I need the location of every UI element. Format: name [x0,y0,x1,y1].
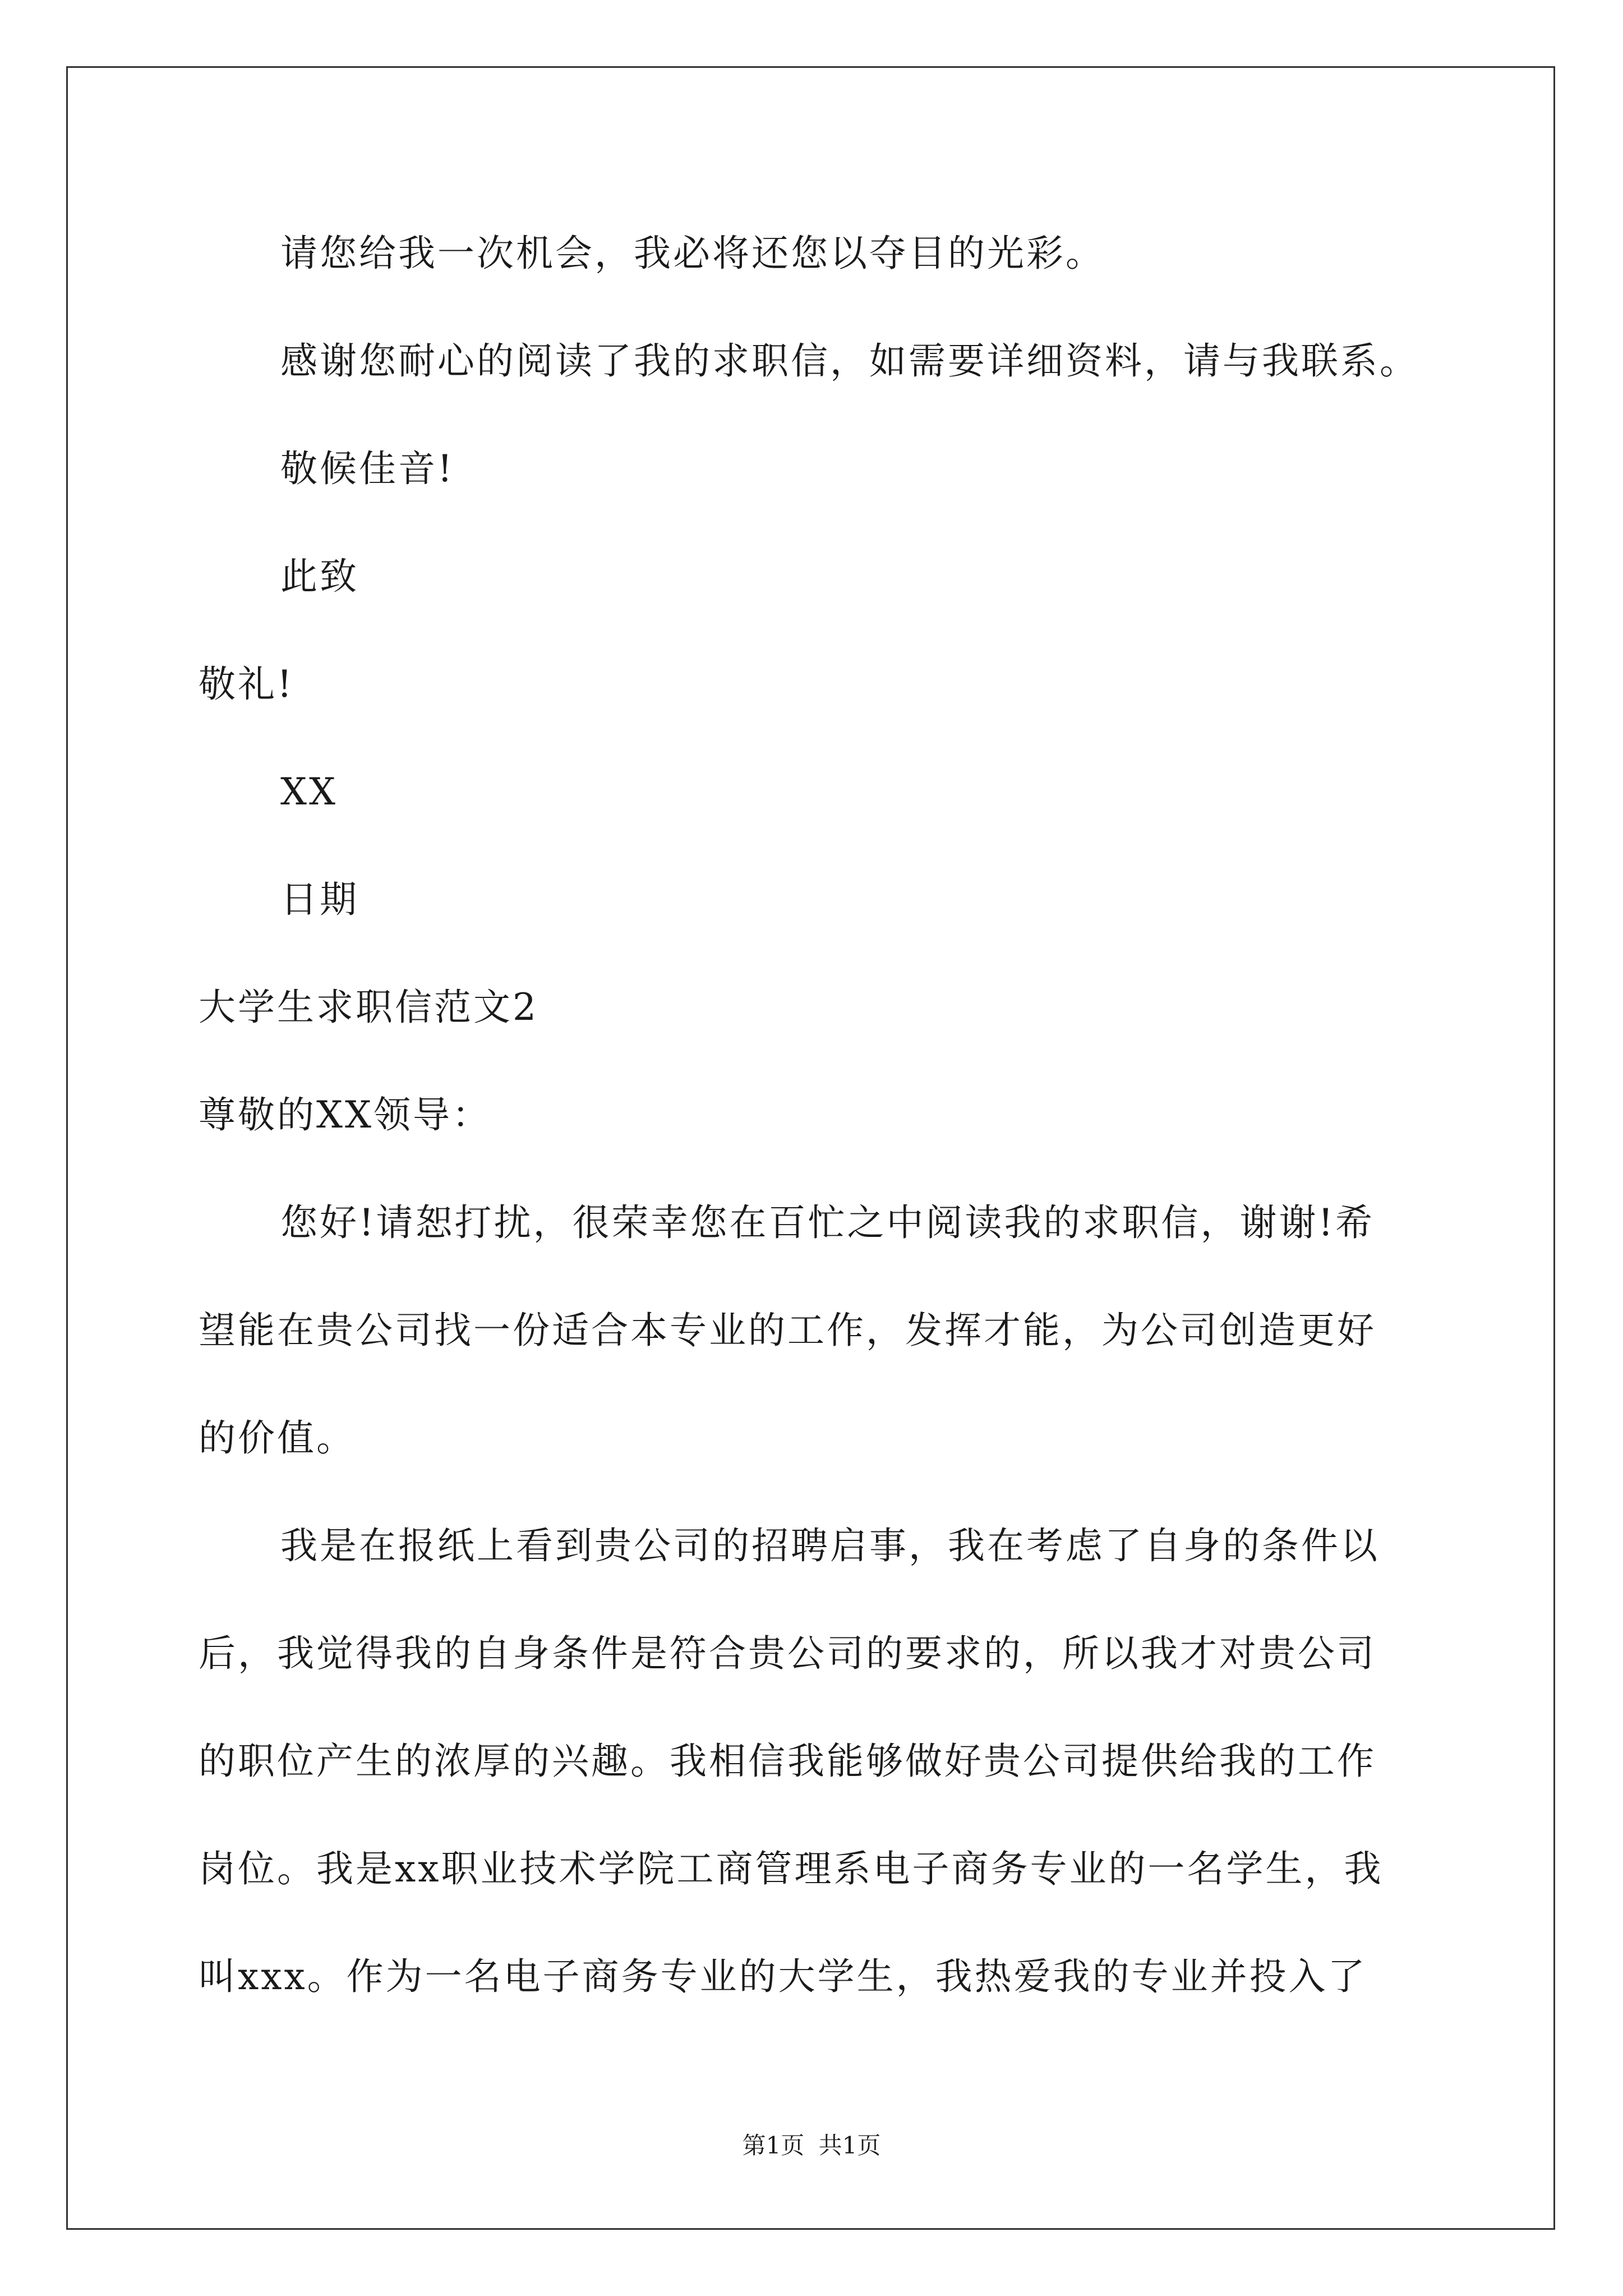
page-footer [0,2132,1623,2160]
closing-line-1: 请您给我一次机会，我必将还您以夺目的光彩。 [280,232,1105,275]
page-border [66,66,1555,2230]
closing-line-2: 感谢您耐心的阅读了我的求职信，如需要详细资料，请与我联系。 [280,339,1419,383]
paragraph-2-line-2: 后，我觉得我的自身条件是符合贵公司的要求的，所以我才对贵公司 [199,1632,1376,1675]
salutation-ci-zhi: 此致 [280,555,359,598]
salutation-jing-li: 敬礼! [199,662,294,706]
section-title: 大学生求职信范文2 [199,986,538,1029]
letter-greeting: 尊敬的XX领导： [199,1093,491,1137]
paragraph-2-line-5: 叫xxx。作为一名电子商务专业的大学生，我热爱我的专业并投入了 [199,1955,1367,1998]
paragraph-1-line-2: 望能在贵公司找一份适合本专业的工作，发挥才能，为公司创造更好 [199,1309,1376,1352]
signature-name: XX [280,770,338,813]
closing-line-3: 敬候佳音! [280,447,455,490]
signature-date: 日期 [280,878,359,921]
page-number: 第1页 [742,2132,805,2159]
paragraph-2-line-1: 我是在报纸上看到贵公司的招聘启事，我在考虑了自身的条件以 [280,1524,1380,1567]
page-total: 共1页 [818,2132,881,2159]
paragraph-2-line-3: 的职位产生的浓厚的兴趣。我相信我能够做好贵公司提供给我的工作 [199,1740,1376,1783]
paragraph-2-line-4: 岗位。我是xx职业技术学院工商管理系电子商务专业的一名学生，我 [199,1847,1384,1890]
paragraph-1-line-3: 的价值。 [199,1416,356,1460]
paragraph-1-line-1: 您好!请恕打扰，很荣幸您在百忙之中阅读我的求职信，谢谢!希 [280,1201,1375,1244]
